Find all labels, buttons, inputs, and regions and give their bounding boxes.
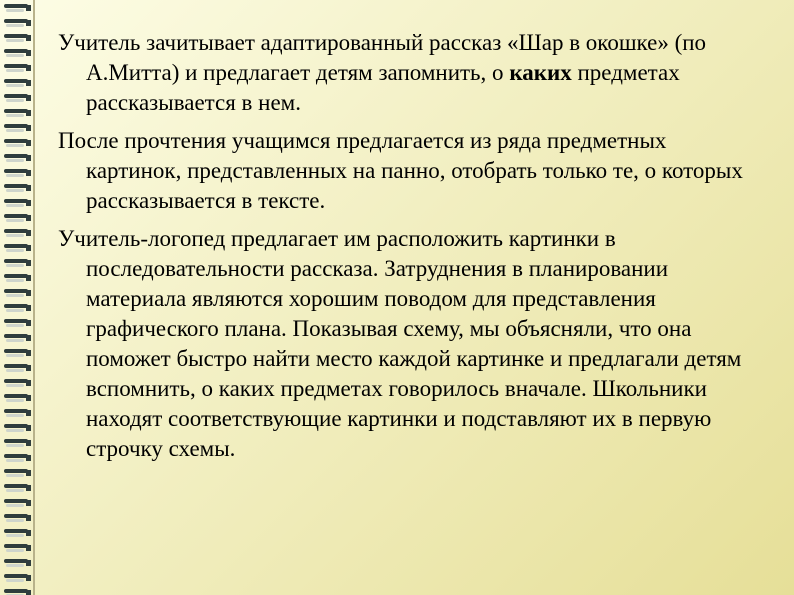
spiral-ring	[4, 454, 31, 462]
text-body	[58, 28, 758, 472]
spiral-ring	[4, 484, 31, 492]
spiral-ring	[4, 544, 31, 552]
paragraph-1-bold-word: каких	[509, 60, 572, 85]
spiral-ring	[4, 349, 31, 357]
spiral-ring	[4, 574, 31, 582]
spiral-ring	[4, 199, 31, 207]
spiral-ring	[4, 319, 31, 327]
spiral-ring	[4, 214, 31, 222]
spiral-ring	[4, 379, 31, 387]
spiral-ring	[4, 289, 31, 297]
paragraph-2: После прочтения учащимся предлагается из ряда предметных картинок, представленных на панно, отобрать только те, о которых рассказывается в тексте.	[58, 128, 743, 213]
spiral-ring	[4, 169, 31, 177]
spiral-ring	[4, 64, 31, 72]
spiral-ring	[4, 304, 31, 312]
spiral-ring	[4, 19, 31, 27]
spiral-ring	[4, 499, 31, 507]
paragraph-1-start: Учитель зачитывает адаптированный рассказ «Шар в окошке» (по А.Митта) и предлагает детям запомнить, о	[58, 30, 707, 85]
spiral-ring	[4, 364, 31, 372]
spiral-ring	[4, 109, 31, 117]
spiral-ring	[4, 259, 31, 267]
spiral-ring	[4, 589, 31, 595]
paragraph-1	[58, 28, 758, 118]
spiral-ring	[4, 139, 31, 147]
spiral-ring	[4, 559, 31, 567]
spiral-ring	[4, 184, 31, 192]
spiral-ring	[4, 529, 31, 537]
spiral-ring	[4, 409, 31, 417]
spiral-ring	[4, 94, 31, 102]
spiral-ring	[4, 469, 31, 477]
spiral-ring	[4, 394, 31, 402]
spiral-ring	[4, 424, 31, 432]
spiral-ring	[4, 124, 31, 132]
spiral-ring	[4, 244, 31, 252]
spiral-ring	[4, 154, 31, 162]
page-edge-line	[33, 0, 35, 595]
spiral-ring	[4, 34, 31, 42]
notebook-spiral-binding	[0, 0, 40, 595]
spiral-ring	[4, 49, 31, 57]
paragraph-1-end: предметах рассказывается в нем.	[86, 60, 680, 115]
spiral-ring	[4, 229, 31, 237]
spiral-ring	[4, 334, 31, 342]
spiral-ring	[4, 79, 31, 87]
spiral-ring	[4, 514, 31, 522]
spiral-ring	[4, 4, 31, 12]
paragraph-3: Учитель-логопед предлагает им расположить картинки в последовательности рассказа. Затруднения в планировании материала являются хорошим поводом для представления графического плана. Показывая схему, мы объясняли, что она поможет быстро найти место каждой картинке и предлагали детям вспомнить, о каких предметах говорилось вначале. Школьники находят соответствующие картинки и подставляют их в первую строчку схемы.	[58, 226, 742, 461]
spiral-ring	[4, 274, 31, 282]
spiral-ring	[4, 439, 31, 447]
